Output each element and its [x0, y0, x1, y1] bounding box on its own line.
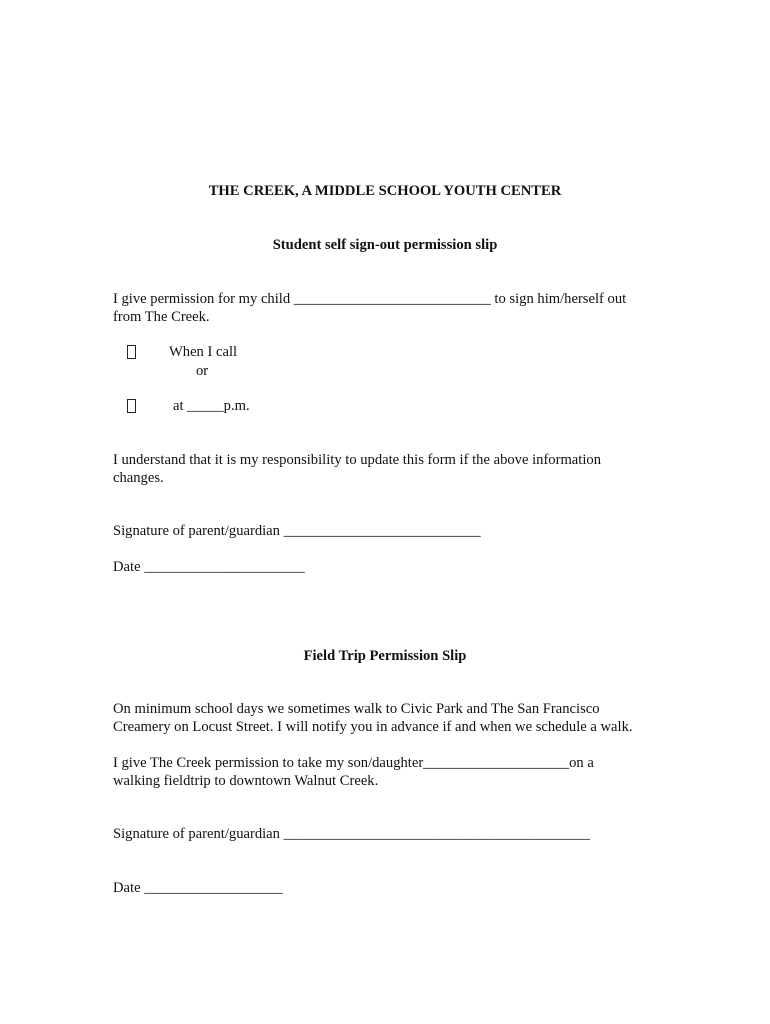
- when-i-call-label: When I call: [169, 344, 238, 360]
- sign-out-permission-line-1: I give permission for my child ___________________________ to sign him/herself out: [113, 291, 627, 307]
- field-trip-permission-line-1[interactable]: I give The Creek permission to take my son/daughter____________________on a: [113, 755, 594, 771]
- field-trip-signature-field[interactable]: Signature of parent/guardian __________________________________________: [113, 826, 591, 842]
- pickup-time-checkbox[interactable]: [127, 399, 136, 413]
- responsibility-line-2: changes.: [113, 470, 164, 486]
- sign-out-permission-line-2: from The Creek.: [113, 309, 210, 325]
- responsibility-line-1: I understand that it is my responsibility to update this form if the above information: [113, 452, 601, 468]
- document-title: THE CREEK, A MIDDLE SCHOOL YOUTH CENTER: [208, 183, 562, 199]
- pickup-time-label: at _____p.m.: [173, 398, 250, 414]
- sign-out-date-field[interactable]: Date ______________________: [113, 559, 305, 575]
- sign-out-signature-field[interactable]: Signature of parent/guardian ___________________________: [113, 523, 481, 539]
- sign-out-section-title: Student self sign-out permission slip: [272, 237, 498, 253]
- field-trip-section-title: Field Trip Permission Slip: [303, 648, 467, 664]
- or-label: or: [196, 363, 209, 379]
- field-trip-intro-line-2: Creamery on Locust Street. I will notify you in advance if and when we schedule a walk.: [113, 719, 633, 735]
- when-i-call-checkbox[interactable]: [127, 345, 136, 359]
- field-trip-intro-line-1: On minimum school days we sometimes walk to Civic Park and The San Francisco: [113, 701, 600, 717]
- field-trip-date-field[interactable]: Date ___________________: [113, 880, 283, 896]
- field-trip-permission-line-2: walking fieldtrip to downtown Walnut Creek.: [113, 773, 379, 789]
